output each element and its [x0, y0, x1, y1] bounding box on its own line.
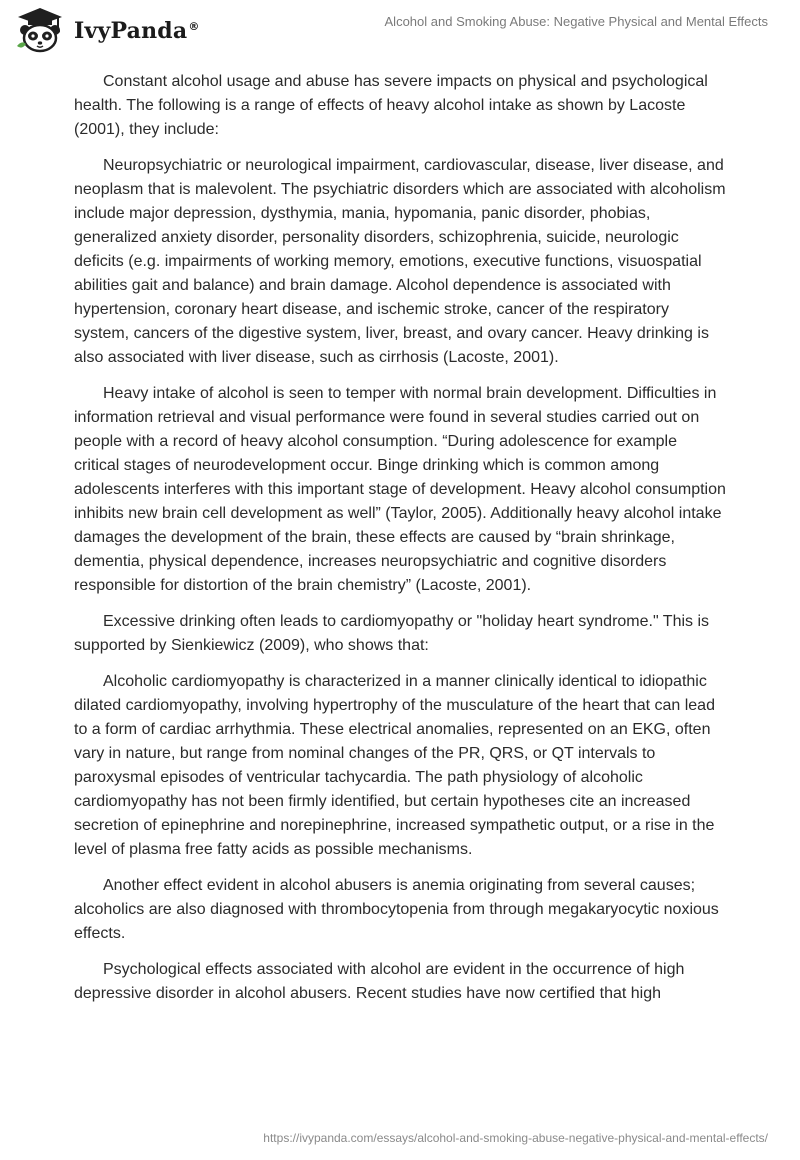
essay-body: [74, 70, 726, 1018]
registered-mark: ®: [188, 19, 200, 33]
paragraph: Excessive drinking often leads to cardiomyopathy or "holiday heart syndrome." This is supported by Sienkiewicz (2009), who shows that:: [74, 613, 710, 654]
brand-name: IvyPanda®: [74, 18, 200, 44]
page-header: [0, 0, 800, 64]
paragraph: Another effect evident in alcohol abusers is anemia originating from several causes; alcoholics are also diagnosed with thrombocytopenia from through megakaryocytic noxious effects.: [74, 877, 719, 942]
paragraph: Heavy intake of alcohol is seen to temper with normal brain development. Difficulties in information retrieval and visual performance were found in several studies carried out on people with a record of heavy alcohol consumption. “During adolescence for example critical stages of neurodevelopment occur. Binge drinking which is common among adolescents interferes with this important stage of development. Heavy alcohol consumption inhibits new brain cell development as well” (Taylor, 2005). Additionally heavy alcohol intake damages the development of the brain, these effects are caused by “brain shrinkage, dementia, physical dependence, increases neuropsychiatric and cognitive disorders responsible for distortion of the brain chemistry” (Lacoste, 2001).: [74, 385, 726, 594]
block-quote-paragraph: Neuropsychiatric or neurological impairment, cardiovascular, disease, liver disease, and neoplasm that is malevolent. The psychiatric disorders which are associated with alcoholism include major depression, dysthymia, mania, hypomania, panic disorder, phobias, generalized anxiety disorder, personality disorders, schizophrenia, suicide, neurologic deficits (e.g. impairments of working memory, emotions, executive functions, visuospatial abilities gait and balance) and brain damage. Alcohol dependence is associated with hypertension, coronary heart disease, and ischemic stroke, cancer of the respiratory system, cancers of the digestive system, liver, breast, and ovary cancer. Heavy drinking is also associated with liver disease, such as cirrhosis (Lacoste, 2001).: [74, 157, 726, 366]
document-title: Alcohol and Smoking Abuse: Negative Physical and Mental Effects: [384, 14, 768, 29]
panda-mascot-icon: [14, 6, 66, 54]
paragraph: Constant alcohol usage and abuse has severe impacts on physical and psychological health. The following is a range of effects of heavy alcohol intake as shown by Lacoste (2001), they include:: [74, 73, 708, 138]
block-quote-paragraph: Alcoholic cardiomyopathy is characterized in a manner clinically identical to idiopathic dilated cardiomyopathy, involving hypertrophy of the musculature of the heart that can lead to a form of cardiac arrhythmia. These electrical anomalies, represented on an EKG, often vary in nature, but range from nominal changes of the PR, QRS, or QT intervals to paroxysmal episodes of ventricular tachycardia. The path physiology of alcoholic cardiomyopathy has not been firmly identified, but certain hypotheses cite an increased secretion of epinephrine and norepinephrine, increased sympathetic output, or a rise in the level of plasma free fatty acids as possible mechanisms.: [74, 673, 715, 858]
brand-logo[interactable]: [14, 6, 200, 54]
source-url-link[interactable]: https://ivypanda.com/essays/alcohol-and-smoking-abuse-negative-physical-and-mental-effects/: [263, 1131, 768, 1145]
paragraph: Psychological effects associated with alcohol are evident in the occurrence of high depressive disorder in alcohol abusers. Recent studies have now certified that high: [74, 961, 685, 1002]
